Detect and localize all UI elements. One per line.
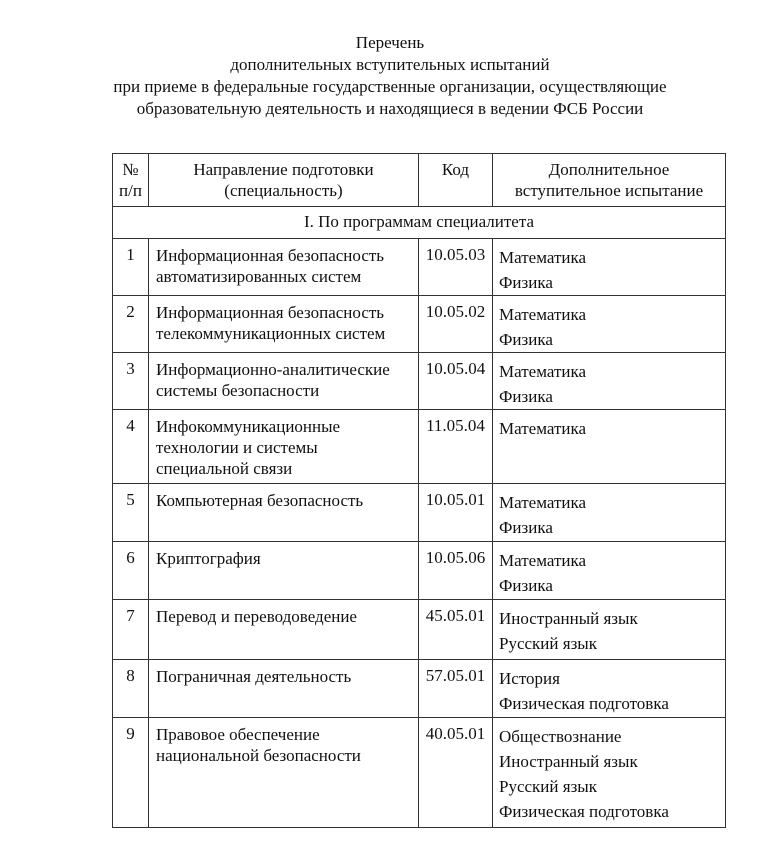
row-num: 7 xyxy=(113,600,149,660)
table-header-row xyxy=(113,154,726,207)
row-num: 2 xyxy=(113,296,149,353)
exam-item: Физика xyxy=(499,576,553,595)
row-direction: Компьютерная безопасность xyxy=(149,484,419,542)
row-num: 4 xyxy=(113,410,149,484)
title-line: образовательную деятельность и находящиеся в ведении ФСБ России xyxy=(136,99,644,118)
header-exam: Дополнительное вступительное испытание xyxy=(493,154,726,207)
row-exams xyxy=(493,542,726,600)
row-exams xyxy=(493,484,726,542)
table-row xyxy=(113,660,726,718)
row-code: 10.05.04 xyxy=(419,353,493,410)
header-direction: Направление подготовки (специальность) xyxy=(149,154,419,207)
exam-item: Математика xyxy=(499,305,587,324)
row-exams xyxy=(493,410,726,484)
exam-item: Русский язык xyxy=(499,634,597,653)
row-exams xyxy=(493,660,726,718)
table-row xyxy=(113,296,726,353)
row-code: 10.05.06 xyxy=(419,542,493,600)
table-row xyxy=(113,239,726,296)
table-row xyxy=(113,410,726,484)
table-row xyxy=(113,484,726,542)
row-num: 9 xyxy=(113,718,149,828)
document-title xyxy=(0,32,780,120)
exams-table xyxy=(112,153,726,828)
exam-item: Физика xyxy=(499,387,553,406)
row-num: 8 xyxy=(113,660,149,718)
table-row xyxy=(113,542,726,600)
row-direction: Пограничная деятельность xyxy=(149,660,419,718)
section-row xyxy=(113,207,726,239)
exam-item: Физическая подготовка xyxy=(499,694,669,713)
row-code: 10.05.01 xyxy=(419,484,493,542)
row-direction: Информационно-аналитические системы безопасности xyxy=(149,353,419,410)
title-line: при приеме в федеральные государственные организации, осуществляющие xyxy=(113,77,667,96)
section-title: I. По программам специалитета xyxy=(113,207,726,239)
title-line: дополнительных вступительных испытаний xyxy=(230,55,550,74)
exam-item: Математика xyxy=(499,362,587,381)
exam-item: Физика xyxy=(499,273,553,292)
table-row xyxy=(113,353,726,410)
row-direction: Правовое обеспечение национальной безопасности xyxy=(149,718,419,828)
exam-item: Обществознание xyxy=(499,727,622,746)
row-direction: Информационная безопасность телекоммуникационных систем xyxy=(149,296,419,353)
row-code: 10.05.02 xyxy=(419,296,493,353)
exam-item: Иностранный язык xyxy=(499,752,638,771)
header-num: № п/п xyxy=(113,154,149,207)
row-num: 6 xyxy=(113,542,149,600)
exam-item: Физика xyxy=(499,330,553,349)
row-code: 10.05.03 xyxy=(419,239,493,296)
exam-item: Физика xyxy=(499,518,553,537)
exam-item: История xyxy=(499,669,560,688)
row-exams xyxy=(493,296,726,353)
row-code: 11.05.04 xyxy=(419,410,493,484)
row-exams xyxy=(493,718,726,828)
row-exams xyxy=(493,239,726,296)
row-direction: Криптография xyxy=(149,542,419,600)
exam-item: Физическая подготовка xyxy=(499,802,669,821)
title-line: Перечень xyxy=(355,33,425,52)
row-direction: Информационная безопасность автоматизированных систем xyxy=(149,239,419,296)
exam-item: Математика xyxy=(499,419,587,438)
table-row xyxy=(113,600,726,660)
header-code: Код xyxy=(419,154,493,207)
exam-item: Русский язык xyxy=(499,777,597,796)
exam-item: Математика xyxy=(499,248,587,267)
row-num: 5 xyxy=(113,484,149,542)
row-code: 57.05.01 xyxy=(419,660,493,718)
row-direction: Перевод и переводоведение xyxy=(149,600,419,660)
row-exams xyxy=(493,353,726,410)
row-code: 45.05.01 xyxy=(419,600,493,660)
row-direction: Инфокоммуникационные технологии и системы специальной связи xyxy=(149,410,419,484)
row-code: 40.05.01 xyxy=(419,718,493,828)
table-row xyxy=(113,718,726,828)
row-num: 3 xyxy=(113,353,149,410)
row-num: 1 xyxy=(113,239,149,296)
exam-item: Математика xyxy=(499,493,587,512)
row-exams xyxy=(493,600,726,660)
exam-item: Иностранный язык xyxy=(499,609,638,628)
exam-item: Математика xyxy=(499,551,587,570)
